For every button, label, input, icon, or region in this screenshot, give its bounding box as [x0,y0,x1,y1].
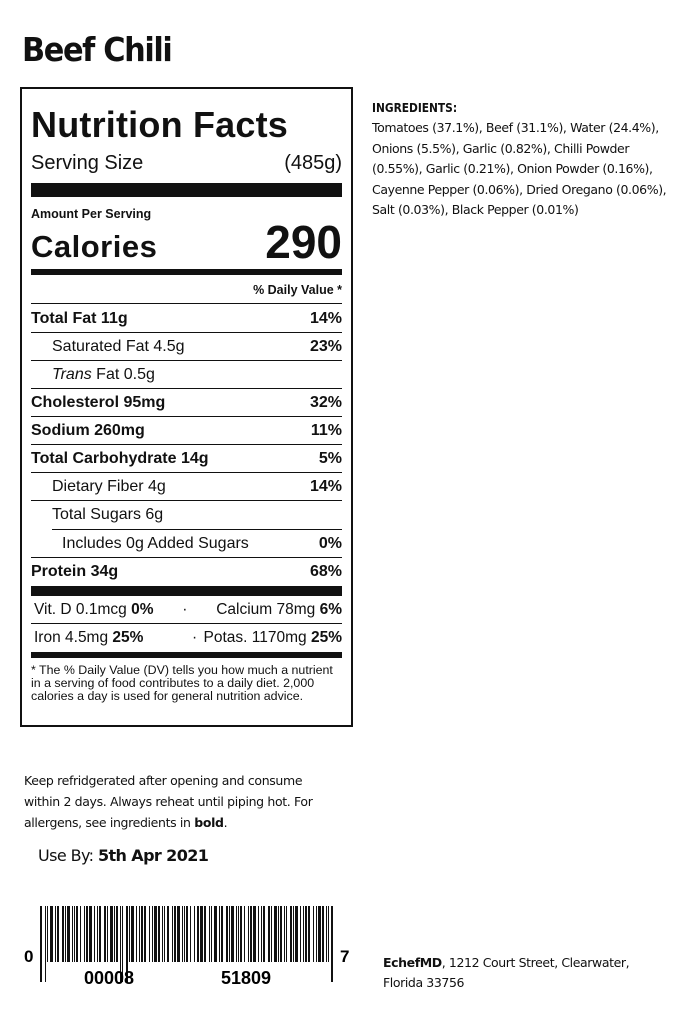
vitamin-percent: 25% [112,629,144,646]
barcode-bar [313,906,314,962]
barcode-bar [328,906,329,962]
use-by-date: 5th Apr 2021 [97,846,209,865]
barcode-bar [154,906,157,962]
barcode-bar [40,906,42,982]
vitamin-percent: 25% [310,629,342,646]
vitamin-percent: 6% [319,600,342,618]
nutrient-row-protein [31,558,342,586]
ingredients-title: INGREDIENTS: [372,100,458,115]
medium-divider [31,652,342,658]
barcode-bar [204,906,206,962]
nutrient-name: Dietary Fiber 4g [52,477,166,495]
barcode-bar [174,906,176,962]
nutrient-name: Total Fat 11g [31,309,128,327]
barcode-left-group: 00008 [84,968,135,988]
barcode-bar [248,906,249,962]
use-by-label: Use By: [38,846,98,865]
barcode-bar [89,906,92,962]
nutrition-facts-title: Nutrition Facts [31,104,289,145]
barcode-bar [300,906,301,962]
barcode-bar [149,906,150,962]
storage-instructions [24,770,334,833]
barcode [24,906,354,990]
barcode-bar [76,906,78,962]
barcode-bar [45,906,46,982]
separator-dot: · [182,600,188,618]
serving-size-row [31,151,342,175]
barcode-bar [238,906,239,962]
nutrient-row-sodium [31,417,342,445]
nutrient-percent: 23% [309,337,342,355]
nutrient-percent: 14% [309,309,342,327]
serving-size-label: Serving Size [31,152,144,174]
barcode-bar [162,906,163,962]
barcode-bar [268,906,270,962]
trans-italic: Trans [52,365,92,383]
barcode-bar [110,906,113,962]
barcode-bar [258,906,259,962]
barcode-bar [322,906,324,962]
barcode-bar [116,906,118,962]
barcode-bar [62,906,64,962]
nutrient-row-sugars [31,501,342,529]
storage-bold-word: bold [194,815,224,830]
barcode-bar [303,906,304,962]
barcode-bar [274,906,277,962]
barcode-bar [278,906,279,962]
nutrient-name: Cholesterol 95mg [31,393,166,411]
barcode-bar [271,906,272,962]
barcode-bar [55,906,56,962]
barcode-bar [144,906,146,962]
barcode-bar [250,906,252,962]
nutrient-name: Protein 34g [31,563,119,580]
barcode-bar [114,906,115,962]
barcode-bar [136,906,137,962]
barcode-bar [80,906,81,962]
barcode-bar [308,906,310,962]
barcode-bar [158,906,160,962]
storage-text-end: . [223,815,228,830]
use-by [38,846,208,865]
nutrient-percent: 32% [309,393,342,411]
nutrient-row-fiber [31,473,342,501]
daily-value-header: % Daily Value * [31,275,342,304]
barcode-bar [152,906,153,962]
nutrient-row-trans-fat [31,361,342,389]
barcode-bar [284,906,285,962]
nutrient-row-added-sugars [31,530,342,558]
iron [34,629,143,647]
barcode-bar [86,906,88,962]
vitamin-name: Vit. D 0.1mcg [34,600,127,618]
barcode-bar [219,906,220,962]
barcode-bar [84,906,85,962]
barcode-bar [280,906,282,962]
vitamin-row-2 [31,624,342,652]
nutrient-row-total-fat [31,305,342,333]
barcode-bar [74,906,75,962]
barcode-bar [182,906,183,962]
nutrition-facts-panel [20,87,353,727]
barcode-first-digit: 0 [24,947,34,966]
calories-row [31,216,342,268]
barcode-bar [194,906,195,962]
nutrient-name: Total Sugars 6g [52,506,164,523]
barcode-bar [261,906,262,962]
barcode-bar [211,906,212,962]
barcode-bar [318,906,321,962]
barcode-bar [57,906,59,962]
amount-per-serving: Amount Per Serving [31,207,152,221]
barcode-bar [209,906,210,962]
barcode-bar [221,906,223,962]
serving-size-value: (485g) [284,152,342,174]
barcode-bar [263,906,265,962]
barcode-bar [305,906,307,962]
nutrient-percent: 14% [309,477,342,495]
barcode-bar [99,906,101,962]
company-address [383,953,643,993]
potassium [190,629,342,647]
barcode-bar [94,906,95,962]
separator-dot: · [192,629,198,646]
barcode-bar [172,906,173,962]
barcode-bar [229,906,230,962]
calories-value: 290 [265,216,342,268]
barcode-bar [139,906,140,962]
nutrient-name: Includes 0g Added Sugars [62,534,249,552]
vitamin-d [34,601,153,619]
calcium [216,601,342,619]
barcode-bar [326,906,327,962]
barcode-bar [97,906,98,962]
barcode-bar [129,906,130,962]
nutrient-name: Sodium 260mg [31,421,145,439]
nutrient-percent: 5% [318,449,342,467]
trans-rest: Fat 0.5g [91,365,155,383]
barcode-bar [186,906,188,962]
barcode-bar [104,906,106,962]
storage-text: Keep refridgerated after opening and consume within 2 days. Always reheat until piping hot. For allergens, see ingredients in [24,773,313,830]
barcode-bar [47,906,48,962]
barcode-bar [293,906,294,962]
barcode-bar [177,906,180,962]
barcode-bar [286,906,287,962]
barcode-bar [214,906,217,962]
nutrient-percent: 0% [318,534,342,552]
barcode-bar [67,906,70,962]
vitamin-name: Iron 4.5mg [34,629,109,646]
barcode-bar [231,906,234,962]
barcode-bar [141,906,143,962]
nutrient-percent: 68% [309,563,342,580]
barcode-bar [226,906,228,962]
product-title: Beef Chili [22,30,172,69]
barcode-bar [236,906,237,962]
company-address-text: , 1212 Court Street, Clearwater, Florida 33756 [383,955,630,990]
nutrient-name: Saturated Fat 4.5g [52,337,185,355]
barcode-bar [184,906,185,962]
daily-value-footnote: * The % Daily Value (DV) tells you how much a nutrient in a serving of food contributes to a daily diet. 2,000 calories a day is used for general nutrition advice. [31,663,333,703]
barcode-bar [50,906,53,962]
vitamin-name: Calcium 78mg [216,600,316,618]
barcode-bar [240,906,242,962]
calories-label: Calories [31,229,158,264]
barcode-bar [167,906,169,962]
barcode-bar [331,906,333,982]
nutrient-row-saturated-fat [31,333,342,361]
barcode-bar [200,906,203,962]
barcode-bar [316,906,317,962]
nutrient-name [31,366,155,384]
ingredients-text: Tomatoes (37.1%), Beef (31.1%), Water (24.4%), Onions (5.5%), Garlic (0.82%), Chilli Powder (0.55%), Garlic (0.21%), Onion Powder (0.16%), Cayenne Pepper (0.06%), Dried Oregano (0.06%), Salt (0.03%), Black Pepper (0.01%) [372,120,667,217]
vitamin-name: Potas. 1170mg [203,629,307,646]
barcode-bar [290,906,292,962]
barcode-bar [72,906,73,962]
vitamin-row-1 [31,596,342,624]
barcode-bar [197,906,199,962]
barcode-right-group: 51809 [221,968,272,988]
barcode-bar [65,906,66,962]
barcode-last-digit: 7 [340,947,350,966]
nutrient-percent: 11% [310,421,342,439]
company-name: EchefMD [383,955,442,970]
barcode-bar [190,906,191,962]
barcode-bar [295,906,298,962]
barcode-bar [253,906,256,962]
barcode-bar [107,906,108,962]
barcode-bar [131,906,134,962]
barcode-bar [244,906,245,962]
vitamin-percent: 0% [131,600,154,618]
nutrient-row-cholesterol [31,389,342,417]
thick-divider [31,183,342,197]
nutrient-row-carbohydrate [31,445,342,473]
thick-divider [31,586,342,596]
nutrient-name: Total Carbohydrate 14g [31,449,209,467]
barcode-bar [164,906,165,962]
